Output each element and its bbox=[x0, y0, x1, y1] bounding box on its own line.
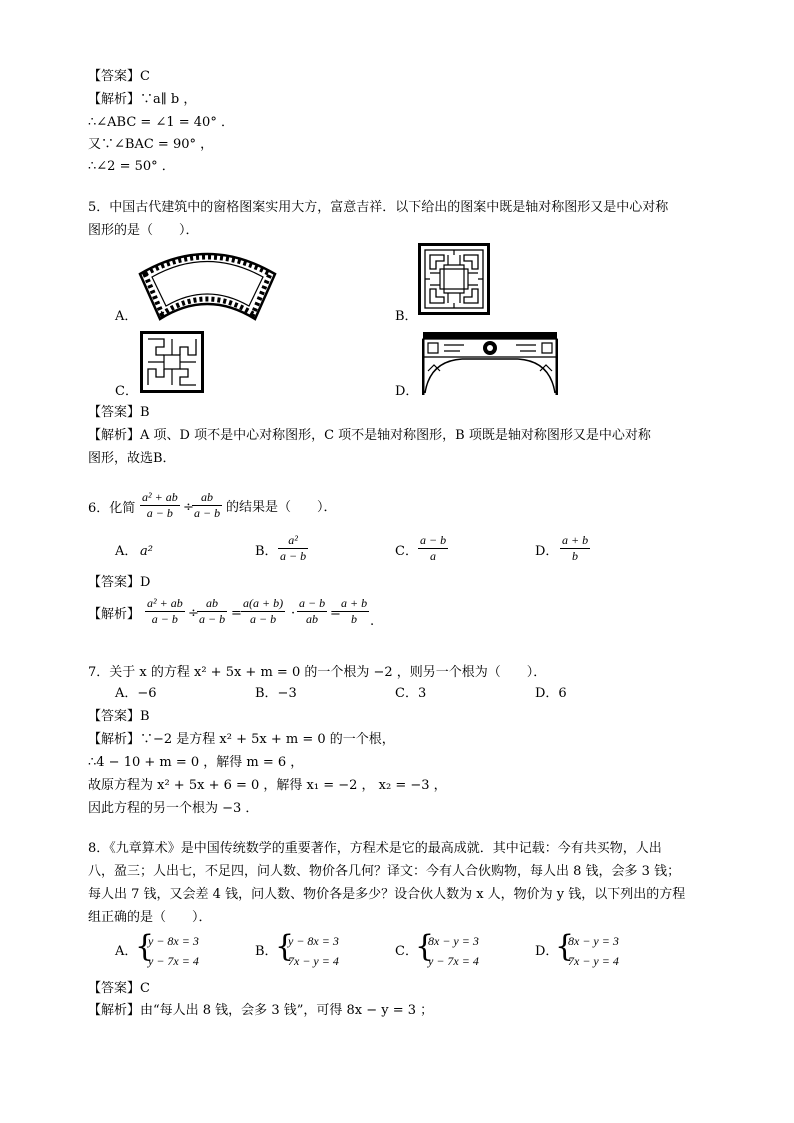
q5-answer: 【答案】B bbox=[88, 405, 150, 420]
q6-analysis-fraction-1 bbox=[145, 596, 185, 627]
q6-option-d-denominator: b bbox=[572, 549, 579, 563]
q7-stem: 7．关于 x 的方程 x² + 5x + m = 0 的一个根为 −2 ，则另一个根为（ ）． bbox=[88, 665, 547, 680]
q6-option-b-label: B． bbox=[255, 544, 278, 559]
q6-analysis-label: 【解析】 bbox=[88, 607, 141, 622]
q8-option-a-eq-1: y − 8x = 3 bbox=[148, 934, 199, 948]
q4-analysis-line-1: 【解析】∵a∥ b ， bbox=[88, 92, 197, 107]
q7-answer: 【答案】B bbox=[88, 709, 150, 724]
q6-option-b-fraction bbox=[278, 533, 308, 564]
q8-option-a-label: A． bbox=[115, 944, 138, 959]
q6-analysis-fraction-3 bbox=[241, 596, 285, 627]
q5-option-d-image bbox=[422, 331, 558, 395]
q6-option-d-label: D． bbox=[535, 544, 559, 559]
q6-an-f1-numerator: a² + ab bbox=[147, 596, 183, 610]
q7-option-c: C．3 bbox=[395, 686, 427, 701]
q6-an-f1-denominator: a − b bbox=[151, 612, 178, 626]
q6-option-a-value: a² bbox=[140, 544, 153, 559]
q6-stem-fraction-1-denominator: a − b bbox=[146, 506, 173, 520]
q8-option-c-label: C． bbox=[395, 944, 418, 959]
q8-option-b-eq-1: y − 8x = 3 bbox=[288, 934, 339, 948]
q8-option-d-eq-2: 7x − y = 4 bbox=[568, 954, 619, 968]
q8-option-c-eq-1: 8x − y = 3 bbox=[428, 934, 479, 948]
q6-stem-division-sign: ÷ bbox=[183, 500, 194, 515]
q7-analysis-line-4: 因此方程的另一个根为 −3 ． bbox=[88, 801, 259, 816]
q8-analysis: 【解析】由“每人出 8 钱，会多 3 钱”，可得 8x − y = 3 ； bbox=[88, 1003, 434, 1018]
q7-option-d: D．6 bbox=[535, 686, 567, 701]
q7-analysis-line-3: 故原方程为 x² + 5x + 6 = 0 ，解得 x₁ = −2 ， x₂ = −3 ， bbox=[88, 778, 447, 793]
q7-option-a: A．−6 bbox=[115, 686, 157, 701]
q8-option-d-label: D． bbox=[535, 944, 559, 959]
q5-option-a-label: A． bbox=[115, 309, 138, 324]
q6-an-f5-denominator: b bbox=[351, 612, 358, 626]
q6-an-f3-denominator: a − b bbox=[249, 612, 277, 626]
q6-analysis-fraction-5 bbox=[339, 596, 369, 627]
q5-analysis-line-1: 【解析】A 项、D 项不是中心对称图形，C 项不是轴对称图形，B 项既是轴对称图形又是中心对称 bbox=[88, 428, 651, 443]
q4-answer: 【答案】C bbox=[88, 69, 150, 84]
q8-option-c-eq-2: y − 7x = 4 bbox=[428, 954, 479, 968]
q5-stem-line-2: 图形的是（ ）． bbox=[88, 223, 199, 238]
q5-option-c-label: C． bbox=[115, 384, 138, 399]
q5-option-b-image bbox=[418, 243, 490, 315]
q5-option-d-label: D． bbox=[395, 384, 419, 399]
q6-option-d-numerator: a + b bbox=[562, 533, 589, 547]
q8-stem-line-1: 8．《九章算术》是中国传统数学的重要著作，方程术是它的最高成就．其中记载：今有共买物，人出 bbox=[88, 841, 662, 856]
q6-an-f5-numerator: a + b bbox=[341, 596, 368, 610]
q8-stem-line-3: 每人出 7 钱，又会差 4 钱，问人数、物价各是多少？设合伙人数为 x 人，物价为 y 钱，以下列出的方程 bbox=[88, 887, 686, 902]
q8-option-a-system bbox=[148, 931, 199, 971]
q6-option-c-denominator: a bbox=[430, 549, 437, 563]
q7-option-b: B．−3 bbox=[255, 686, 297, 701]
q6-an-f3-numerator: a(a + b) bbox=[243, 596, 284, 610]
q6-analysis-equals-1: = bbox=[231, 606, 242, 621]
q8-option-b-system bbox=[288, 931, 339, 971]
q8-option-c-system bbox=[428, 931, 479, 971]
q6-analysis-period: . bbox=[370, 614, 375, 629]
q6-option-d-fraction bbox=[560, 533, 590, 564]
q6-analysis-fraction-2 bbox=[197, 596, 227, 627]
q6-analysis-multiply-dot: · bbox=[291, 606, 296, 621]
q8-stem-line-4: 组正确的是（ ）． bbox=[88, 910, 212, 925]
q6-option-b-denominator: a − b bbox=[280, 549, 307, 563]
q6-an-f4-denominator: ab bbox=[306, 612, 319, 626]
q6-stem-prefix: 6．化简 bbox=[88, 501, 136, 516]
q6-option-c-numerator: a − b bbox=[420, 533, 447, 547]
q6-stem-fraction-2 bbox=[192, 490, 222, 521]
q6-option-c-fraction bbox=[418, 533, 448, 564]
q4-analysis-line-3: 又∵∠BAC = 90° ， bbox=[88, 137, 214, 152]
q6-option-c-label: C． bbox=[395, 544, 418, 559]
q5-option-a-image bbox=[135, 244, 280, 322]
q4-analysis-line-2: ∴∠ABC = ∠1 = 40° ． bbox=[88, 115, 234, 130]
q6-stem-fraction-1 bbox=[140, 490, 180, 521]
q6-stem-fraction-2-numerator: ab bbox=[192, 490, 222, 506]
q6-an-f4-numerator: a − b bbox=[299, 596, 326, 610]
q6-answer: 【答案】D bbox=[88, 575, 151, 590]
q8-option-b-brace: { bbox=[275, 929, 295, 964]
q4-analysis-line-4: ∴∠2 = 50° ． bbox=[88, 159, 175, 174]
q6-analysis-equals-2: = bbox=[330, 606, 341, 621]
q6-stem-suffix: 的结果是（ ）． bbox=[226, 500, 337, 515]
q6-analysis-division-sign: ÷ bbox=[188, 606, 199, 621]
q5-option-c-image bbox=[140, 331, 204, 393]
q8-option-d-brace: { bbox=[555, 929, 575, 964]
q8-answer: 【答案】C bbox=[88, 981, 150, 996]
q6-option-a-label: A． bbox=[115, 544, 138, 559]
q8-option-c-brace: { bbox=[415, 929, 435, 964]
q8-option-b-label: B． bbox=[255, 944, 278, 959]
q8-option-d-eq-1: 8x − y = 3 bbox=[568, 934, 619, 948]
q5-option-b-label: B． bbox=[395, 309, 418, 324]
q6-an-f2-denominator: a − b bbox=[199, 612, 226, 626]
q6-an-f2-numerator: ab bbox=[197, 596, 227, 612]
q8-option-d-system bbox=[568, 931, 619, 971]
q6-stem-fraction-2-denominator: a − b bbox=[194, 506, 221, 520]
q8-stem-line-2: 八，盈三；人出七，不足四，问人数、物价各几何？译文：今有人合伙购物，每人出 8 钱，会多 3 钱； bbox=[88, 864, 681, 879]
q8-option-a-brace: { bbox=[135, 929, 155, 964]
q8-option-a-eq-2: y − 7x = 4 bbox=[148, 954, 199, 968]
q8-option-b-eq-2: 7x − y = 4 bbox=[288, 954, 339, 968]
q6-stem-fraction-1-numerator: a² + ab bbox=[142, 490, 178, 504]
q7-analysis-line-2: ∴4 − 10 + m = 0 ，解得 m = 6 ， bbox=[88, 755, 304, 770]
q6-option-b-numerator: a² bbox=[278, 533, 308, 549]
q5-stem-line-1: 5．中国古代建筑中的窗格图案实用大方，富意吉祥．以下给出的图案中既是轴对称图形又是中心对称 bbox=[88, 200, 669, 215]
q5-analysis-line-2: 图形，故选B． bbox=[88, 451, 176, 466]
q6-analysis-fraction-4 bbox=[297, 596, 327, 627]
q7-analysis-line-1: 【解析】∵−2 是方程 x² + 5x + m = 0 的一个根， bbox=[88, 732, 395, 747]
